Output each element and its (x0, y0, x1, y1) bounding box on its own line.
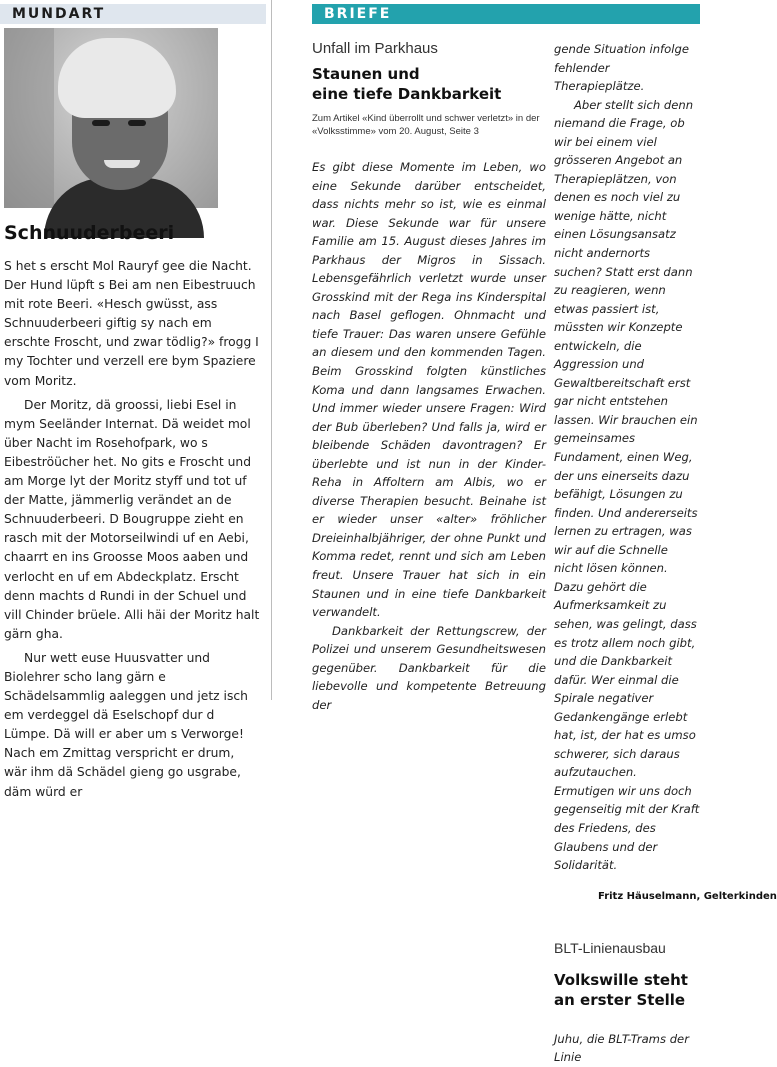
paragraph: Es gibt diese Momente im Leben, wo eine Sekunde darüber entscheidet, dass nichts mehr so ist, wie es einmal war. Diese Sekunde war für unsere Familie am 15. August dieses Jahres im Parkhaus der Migros in Sissach. Lebensgefährlich verletzt wurde unser Grosskind mit der Rega ins Kinderspital nach Basel geflogen. Ohnmacht und tiefe Trauer: Das waren unsere Gefühle an diesem und den kommenden Tagen. Beim Grosskind folgten künstliches Koma und dann langsames Erwachen. Und immer wieder unsere Fragen: Wird der Bub überleben? Und falls ja, wird er bleibende Schäden davontragen? Er überlebte und ist nun in der Kinder-Reha in Affoltern am Albis, wo er diverse Therapien besucht. Beinahe ist er wieder unser «alter» fröhlicher Dreieinhalbjähriger, der ohne Punkt und Komma redet, rennt und sich am Leben freut. Unsere Trauer hat sich in ein Staunen und in eine tiefe Dankbarkeit verwandelt. (312, 160, 546, 620)
paragraph: Dankbarkeit der Rettungscrew, der Polizei und unserem Gesundheitswesen gegenüber. Dankbarkeit für die liebevolle und kompetente Betreuung der (312, 623, 546, 712)
letter-signature: Fritz Häuselmann, Gelterkinden (598, 890, 777, 902)
letter-column (312, 0, 546, 712)
letter-kicker: Unfall im Parkhaus (312, 40, 438, 57)
letter-kicker: BLT-Linienausbau (554, 939, 666, 956)
paragraph: gende Situation infolge fehlender Therapieplätze. (554, 42, 689, 94)
letter-column-right (554, 0, 777, 1065)
headline-line: an erster Stelle (554, 990, 686, 1009)
paragraph: Nur wett euse Huusvatter und Biolehrer scho lang gärn e Schädelsammlig aaleggen und jetz isch em verdeggel dä Eselschopf dur d Lümpe. Dä will er aber um s Verworge! Nach em Zmittag verspricht er drum, wär ihm dä Schädel gieng go usgrabe, däm würd er (4, 650, 248, 799)
paragraph: Der Moritz, dä groossi, liebi Esel in mym Seeländer Internat. Dä weidet mol über Nacht im Rosehofpark, wo s Eibeströücher het. No gits e Froscht und am Morge lyt der Moritz styff und tot uf der Matte, jämmerlig verändet an de Schnuuderbeeri. D Bougruppe zieht en rasch mit der Motorseilwindi uf en Aebi, chaarrt en ins Groosse Moos aaben und verlocht en uf em Abdeckplatz. Erscht denn machts d Rundi in der Schuel und vill Chinder brüele. Alli häi der Moritz halt gärn gha. (4, 397, 260, 641)
paragraph: Juhu, die BLT-Trams der Linie (554, 1031, 689, 1065)
headline-line: Volkswille steht (554, 970, 688, 989)
letter-headline (554, 970, 700, 1010)
article-reference: Zum Artikel «Kind überrollt und schwer verletzt» in der «Volksstimme» vom 20. August, Seite 3 (312, 113, 540, 137)
paragraph: Aber stellt sich denn niemand die Frage, ob wir bei einem viel grösseren Angebot an Therapieplätzen, von denen es noch viel zu wenige hätte, nicht einen Lösungsansatz nicht andernorts suchen? Statt erst dann zu reagieren, wenn etwas passiert ist, müssten wir Konzepte entwickeln, die Aggression und Gewaltbereitschaft erst gar nicht entstehen lassen. Wir brauchen ein gemeinsames Fundament, einen Weg, der uns einerseits dazu befähigt, Lösungen zu finden. Und andererseits lernen zu ertragen, was wir auf die Schnelle nicht lösen können. Dazu gehört die Aufmerksamkeit zu sehen, was gelingt, dass es trotz allem noch gibt, und die Dankbarkeit dafür. Wer einmal die Spirale negativer Gedankengänge erlebt hat, ist, der hat es umso schwerer, sich daraus aufzutauchen. Ermutigen wir uns doch gegenseitig mit der Kraft des Friedens, des Glaubens und der Solidarität. (554, 97, 700, 873)
briefe-rubric: BRIEFE (312, 4, 700, 24)
mundart-title: Schnuuderbeeri (4, 222, 175, 244)
letter-headline (312, 64, 546, 104)
letter-body (554, 1030, 700, 1067)
headline-line: Staunen und (312, 65, 420, 83)
headline-line: eine tiefe Dankbarkeit (312, 85, 502, 103)
paragraph: S het s erscht Mol Rauryf gee die Nacht. Der Hund lüpft s Bei am nen Eibestruuch mit rote Beeri. «Hesch gwüsst, ass Schnuuderbeeri giftig sy nach em erschte Froscht, und zwar tödlig?» frogg I my Tochter und verzell ere bym Spaziere vom Moritz. (4, 259, 259, 388)
mundart-rubric: MUNDART (0, 4, 266, 24)
letter-body (554, 40, 700, 875)
author-portrait (4, 28, 218, 208)
letter-body (312, 158, 546, 714)
mundart-article (4, 257, 260, 807)
column-divider (271, 0, 272, 700)
